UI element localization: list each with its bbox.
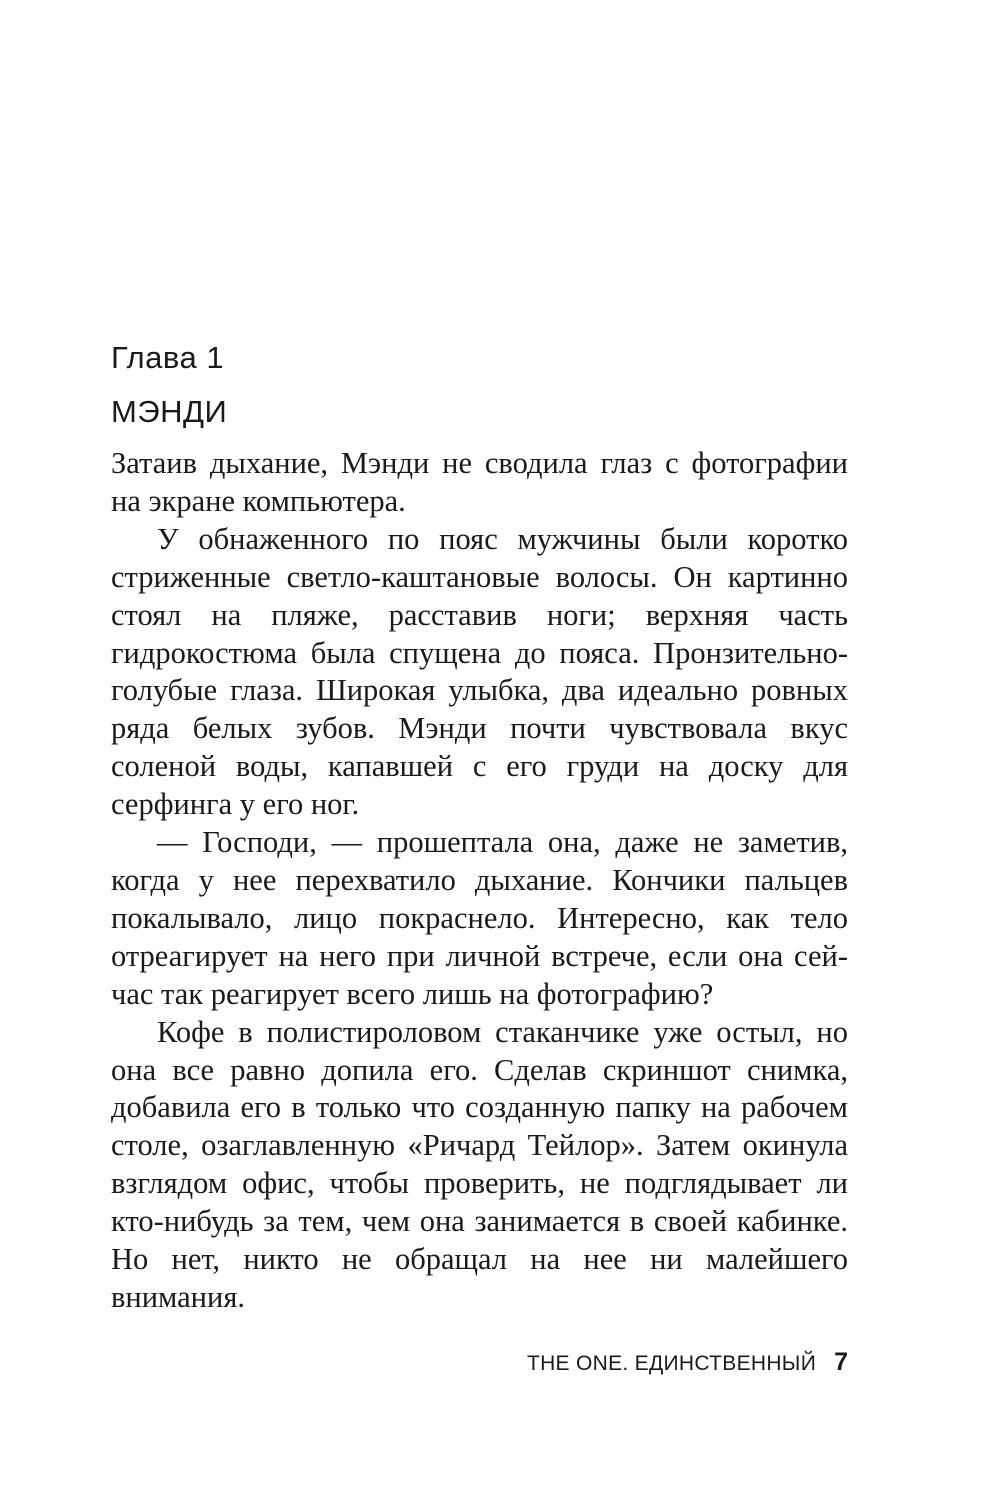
paragraph: Кофе в полистироловом стаканчике уже остыл, но она все равно допила его. Сделав скриншот снимка, добавила его в только что созданную папку на рабочем столе, озаглавленную «Ричард Тейлор». Затем окинула взглядом офис, чтобы проверить, не подглядывает ли кто-нибудь за тем, чем она занимается в своей кабинке. Но нет, никто не обращал на нее ни малейшего внимания. — [111, 1014, 848, 1314]
chapter-title: МЭНДИ — [111, 394, 228, 429]
paragraph: У обнаженного по пояс мужчины были коротко стриженные светло-каштановые волосы. Он картинно стоял на пляже, расставив ноги; верхняя часть гидрокостюма была спущена до пояса. Пронзительно-голубые глаза. Широкая улыбка, два идеально ровных ряда белых зубов. Мэнди почти чувствовала вкус соленой воды, капавшей с его груди на доску для серфинга у его ног. — [111, 521, 848, 822]
chapter-body — [111, 445, 848, 1317]
paragraph: — Господи, — прошептала она, даже не заметив, когда у нее перехватило дыхание. Кончики пальцев покалывало, лицо покраснело. Интересно, как тело отреагирует на него при личной встрече, если она сейчас так реагирует всего лишь на фотографию? — [111, 825, 848, 1011]
running-footer — [527, 1346, 848, 1380]
page-number: 7 — [834, 1348, 848, 1376]
paragraph: Затаив дыхание, Мэнди не сводила глаз с фотографии на экране компьютера. — [111, 446, 848, 518]
chapter-number: Глава 1 — [111, 340, 225, 375]
running-title: THE ONE. ЕДИНСТВЕННЫЙ — [526, 1352, 817, 1375]
